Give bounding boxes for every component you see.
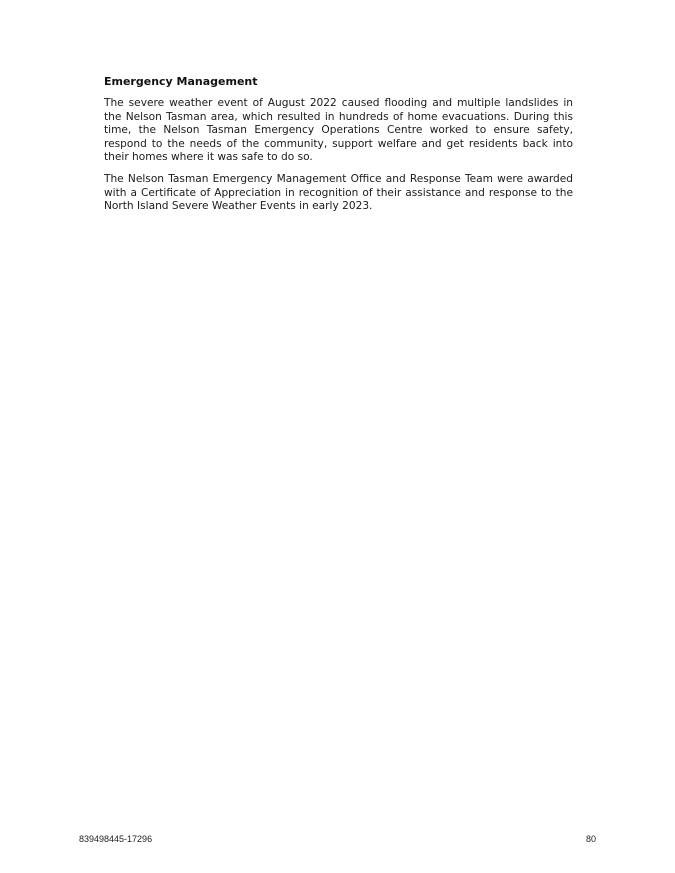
footer-page-number: 80 <box>585 834 596 844</box>
page-content <box>104 75 573 222</box>
paragraph: The severe weather event of August 2022 caused flooding and multiple landslides in the Nelson Tasman area, which resulted in hundreds of home evacuations. During this time, the Nelson Tasman Emergency Operations Centre worked to ensure safety, respond to the needs of the community, support welfare and get residents back into their homes where it was safe to do so. <box>104 97 573 164</box>
footer-document-id: 839498445-17296 <box>79 834 153 844</box>
paragraph: The Nelson Tasman Emergency Management Office and Response Team were awarded with a Certificate of Appreciation in recognition of their assistance and response to the North Island Severe Weather Events in early 2023. <box>104 172 573 213</box>
section-heading: Emergency Management <box>104 75 258 88</box>
